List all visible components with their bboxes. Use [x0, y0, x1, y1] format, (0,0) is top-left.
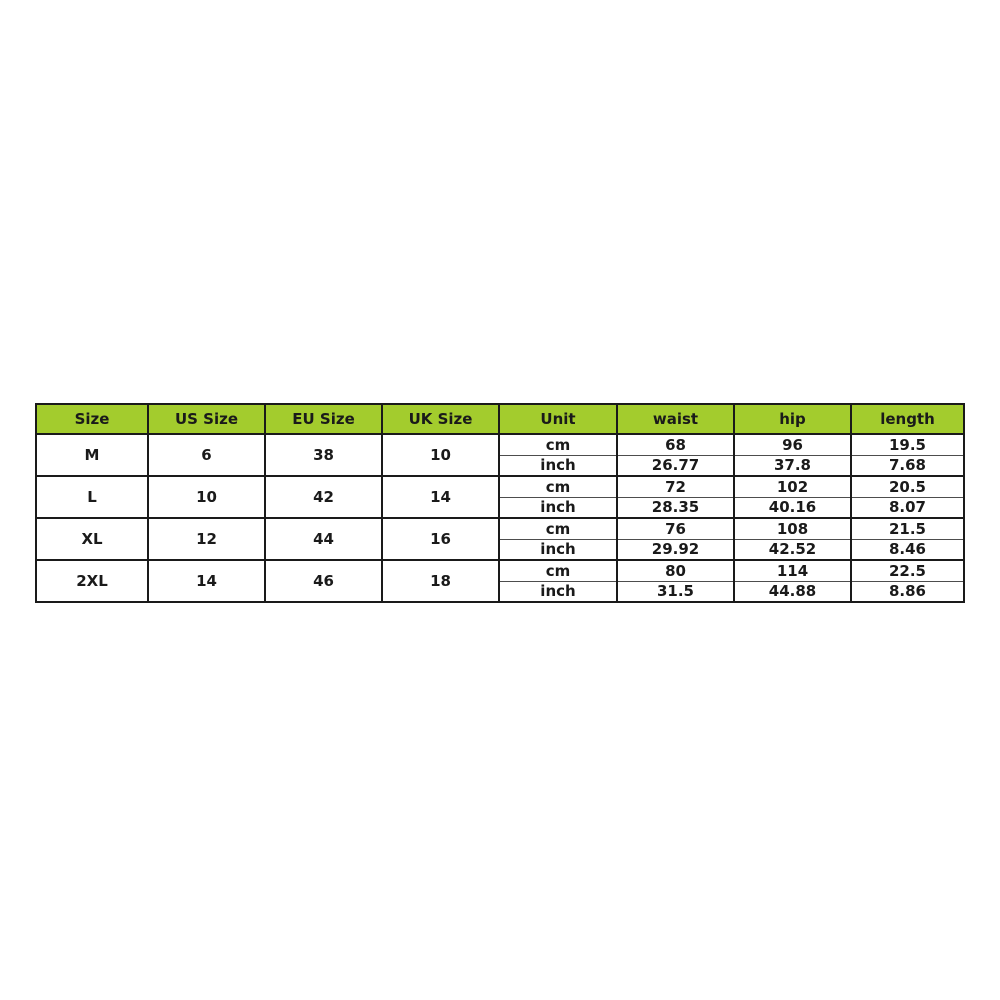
length-cell: 7.68 [851, 455, 964, 476]
hip-cell: 108 [734, 518, 851, 539]
size-cell: L [36, 476, 148, 518]
unit-cell: inch [499, 581, 617, 602]
us-size-cell: 6 [148, 434, 265, 476]
size-cell: XL [36, 518, 148, 560]
unit-cell: cm [499, 518, 617, 539]
waist-cell: 80 [617, 560, 734, 581]
eu-size-cell: 38 [265, 434, 382, 476]
length-cell: 8.07 [851, 497, 964, 518]
header-cell-hip: hip [734, 404, 851, 434]
length-cell: 22.5 [851, 560, 964, 581]
waist-cell: 28.35 [617, 497, 734, 518]
size-cell: M [36, 434, 148, 476]
waist-cell: 29.92 [617, 539, 734, 560]
header-cell-unit: Unit [499, 404, 617, 434]
us-size-cell: 10 [148, 476, 265, 518]
waist-cell: 31.5 [617, 581, 734, 602]
table-header [36, 404, 964, 434]
unit-cell: cm [499, 434, 617, 455]
table-body [36, 434, 964, 602]
table-row-l-cm [36, 476, 964, 497]
hip-cell: 114 [734, 560, 851, 581]
waist-cell: 26.77 [617, 455, 734, 476]
header-cell-size: Size [36, 404, 148, 434]
hip-cell: 44.88 [734, 581, 851, 602]
uk-size-cell: 10 [382, 434, 499, 476]
table-row-xl-cm [36, 518, 964, 539]
length-cell: 8.86 [851, 581, 964, 602]
us-size-cell: 12 [148, 518, 265, 560]
eu-size-cell: 44 [265, 518, 382, 560]
hip-cell: 40.16 [734, 497, 851, 518]
length-cell: 8.46 [851, 539, 964, 560]
table-row-2xl-cm [36, 560, 964, 581]
waist-cell: 68 [617, 434, 734, 455]
hip-cell: 102 [734, 476, 851, 497]
header-cell-length: length [851, 404, 964, 434]
unit-cell: inch [499, 455, 617, 476]
size-cell: 2XL [36, 560, 148, 602]
unit-cell: inch [499, 497, 617, 518]
header-cell-us-size: US Size [148, 404, 265, 434]
eu-size-cell: 42 [265, 476, 382, 518]
length-cell: 20.5 [851, 476, 964, 497]
uk-size-cell: 16 [382, 518, 499, 560]
hip-cell: 42.52 [734, 539, 851, 560]
hip-cell: 37.8 [734, 455, 851, 476]
size-chart-table [35, 403, 965, 603]
eu-size-cell: 46 [265, 560, 382, 602]
header-cell-waist: waist [617, 404, 734, 434]
unit-cell: cm [499, 476, 617, 497]
header-row [36, 404, 964, 434]
uk-size-cell: 14 [382, 476, 499, 518]
waist-cell: 76 [617, 518, 734, 539]
uk-size-cell: 18 [382, 560, 499, 602]
hip-cell: 96 [734, 434, 851, 455]
us-size-cell: 14 [148, 560, 265, 602]
unit-cell: cm [499, 560, 617, 581]
unit-cell: inch [499, 539, 617, 560]
waist-cell: 72 [617, 476, 734, 497]
header-cell-eu-size: EU Size [265, 404, 382, 434]
length-cell: 19.5 [851, 434, 964, 455]
header-cell-uk-size: UK Size [382, 404, 499, 434]
length-cell: 21.5 [851, 518, 964, 539]
table-row-m-cm [36, 434, 964, 455]
